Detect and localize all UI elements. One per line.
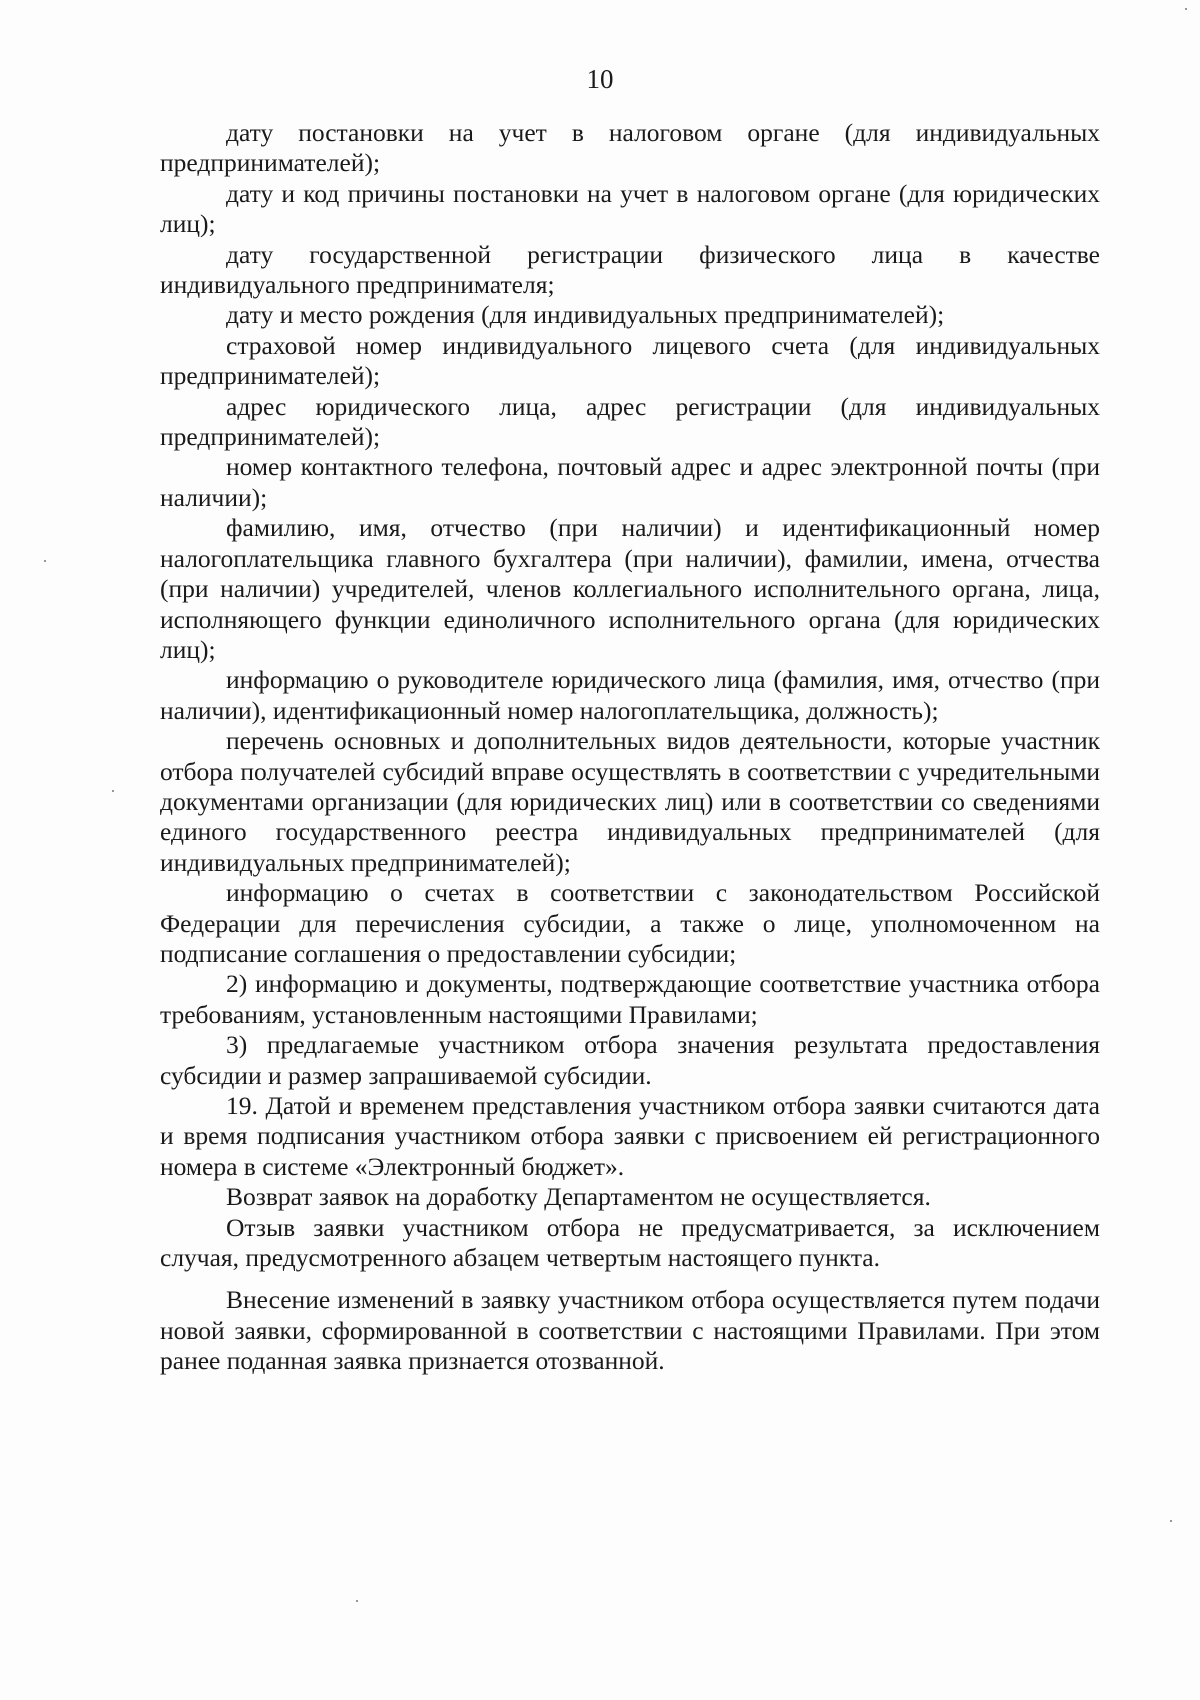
paragraph: дату и место рождения (для индивидуальных предпринимателей); [226,300,945,330]
paragraph: дату государственной регистрации физического лица в качестве индивидуального предпринимателя; [160,239,1100,300]
scan-speck [356,1600,358,1602]
paragraph: адрес юридического лица, адрес регистрации (для индивидуальных предпринимателей); [160,391,1100,452]
paragraph: номер контактного телефона, почтовый адрес и адрес электронной почты (при наличии); [160,452,1100,512]
scan-speck [44,560,46,562]
paragraph: Отзыв заявки участником отбора не предусматривается, за исключением случая, предусмотренного абзацем четвертым настоящего пункта. [160,1212,1100,1273]
scan-speck [1170,1520,1172,1522]
scan-speck [1185,8,1187,10]
paragraph: 3) предлагаемые участником отбора значения результата предоставления субсидии и размер запрашиваемой субсидии. [160,1030,1100,1090]
paragraph: 2) информацию и документы, подтверждающие соответствие участника отбора требованиям, установленным настоящими Правилами; [160,969,1100,1029]
paragraph: фамилию, имя, отчество (при наличии) и идентификационный номер налогоплательщика главного бухгалтера (при наличии), фамилии, имена, отчества (при наличии) учредителей, членов коллегиального исполнительного органа, лица, исполняющего функции единоличного исполнительного органа (для юридических лиц); [160,513,1100,664]
paragraph: перечень основных и дополнительных видов деятельности, которые участник отбора получателей субсидий вправе осуществлять в соответствии с учредительными документами организации (для юридических лиц) или в соответствии со сведениями единого государственного реестра индивидуальных предпринимателей (для индивидуальных предпринимателей); [160,726,1100,877]
document-body [160,118,1100,1377]
paragraph: информацию о счетах в соответствии с законодательством Российской Федерации для перечисления субсидии, а также о лице, уполномоченном на подписание соглашения о предоставлении субсидии; [160,878,1100,968]
paragraph: дату постановки на учет в налоговом органе (для индивидуальных предпринимателей); [160,118,1100,178]
paragraph: 19. Датой и временем представления участником отбора заявки считаются дата и время подписания участником отбора заявки с присвоением ей регистрационного номера в системе «Электронный бюджет». [160,1091,1100,1181]
scan-speck [112,790,114,792]
paragraph: информацию о руководителе юридического лица (фамилия, имя, отчество (при наличии), идентификационный номер налогоплательщика, должность); [160,665,1100,725]
paragraph: Возврат заявок на доработку Департаментом не осуществляется. [226,1182,931,1212]
paragraph: Внесение изменений в заявку участником отбора осуществляется путем подачи новой заявки, сформированной в соответствии с настоящими Правилами. При этом ранее поданная заявка признается отозванной. [160,1285,1100,1376]
page-number: 10 [586,64,614,94]
paragraph: дату и код причины постановки на учет в налоговом органе (для юридических лиц); [160,178,1100,239]
paragraph: страховой номер индивидуального лицевого счета (для индивидуальных предпринимателей); [160,330,1100,391]
